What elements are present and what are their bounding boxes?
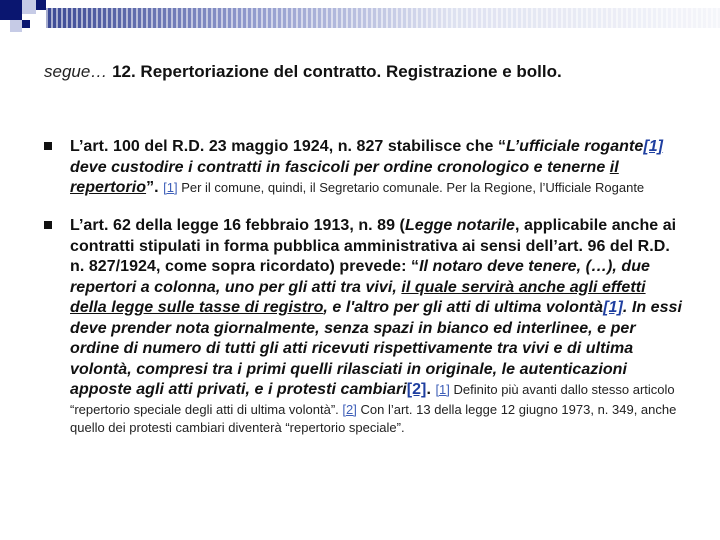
footnote-ref[interactable]: [1]	[435, 382, 450, 397]
corner-square-light-2	[10, 20, 22, 32]
footnote-text: Per il comune, quindi, il Segretario comunale. Per la Regione, l’Ufficiale Rogante	[177, 180, 645, 195]
footnote-ref[interactable]: [1]	[163, 180, 178, 195]
corner-square-light	[22, 0, 36, 14]
text-run-italic-underlined: il repertorio	[70, 158, 619, 196]
bullet-item-art62	[44, 216, 684, 437]
footnote-ref[interactable]: [2]	[342, 401, 357, 417]
bullet-content	[70, 137, 684, 199]
text-run: .	[426, 381, 436, 398]
footnote-link[interactable]: [1]	[643, 138, 664, 155]
header-band	[46, 8, 720, 28]
text-run-italic: Legge notarile	[404, 217, 515, 234]
text-run-italic: , e l'altro per gli atti di ultima volontà	[323, 299, 604, 316]
footnote-text: Definito più avanti dallo stesso articolo “repertorio speciale degli atti di ultima volontà”.	[70, 382, 675, 417]
text-run: L’art. 62 della legge 16 febbraio 1913, n. 89 (	[70, 217, 405, 234]
text-run: , applicabile anche ai contratti stipulati in forma pubblica amministrativa ai sensi dell’art. 96 del R.D. n. 827/1924, come sopra ricordato) prevede: “	[70, 217, 677, 275]
text-run-italic: Il notaro deve tenere, (…), due repertori a colonna, uno per gli atti tra vivi,	[70, 258, 650, 296]
bullet-item-art100	[44, 137, 684, 199]
text-run-italic: L’ufficiale rogante	[506, 138, 644, 155]
text-run: L’art. 100 del R.D. 23 maggio 1924, n. 827 stabilisce che “	[70, 138, 507, 155]
slide-title	[44, 62, 704, 82]
title-prefix: segue…	[44, 62, 108, 81]
text-run-italic-underlined: il quale servirà anche agli effetti della legge sulle tasse di registro	[70, 278, 646, 316]
text-run: ”.	[146, 179, 164, 196]
corner-square-dark	[0, 0, 22, 20]
bullet-marker	[44, 221, 52, 229]
bullet-content	[70, 216, 684, 437]
text-run-italic: deve custodire i contratti in fascicoli per ordine cronologico e tenerne	[70, 158, 610, 176]
footnote-link[interactable]: [2]	[406, 381, 427, 398]
corner-square-dark-2	[36, 0, 46, 10]
corner-square-dark-3	[22, 20, 30, 28]
footnote-link[interactable]: [1]	[603, 299, 623, 316]
footnote-text: Con l’art. 13 della legge 12 giugno 1973, n. 349, anche quello dei protesti cambiari diventerà “repertorio speciale”.	[70, 401, 677, 435]
title-main: 12. Repertoriazione del contratto. Registrazione e bollo.	[112, 62, 562, 81]
bullet-marker	[44, 142, 52, 150]
text-run-italic: . In essi deve prender nota giornalmente, senza spazi in bianco ed interlinee, e per ordine di numero di tutti gli atti ricevuti rispettivamente tra vivi e di ultima volontà, compresi tra i primi quelli rilasciati in originale, le autenticazioni apposte agli atti privati, e i protesti cambiari	[70, 299, 682, 398]
